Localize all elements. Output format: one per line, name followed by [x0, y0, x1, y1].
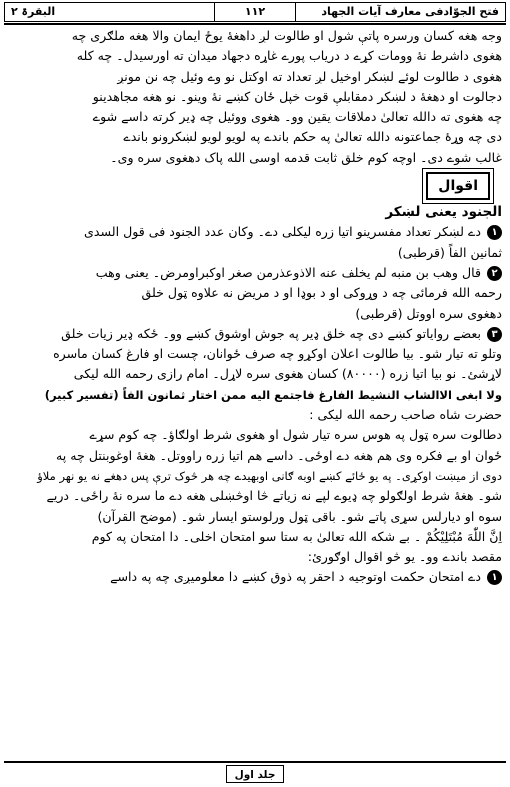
text-line: ولا ابغی الاالشاب النشیط الفارغ فاجتمع الیه ممن اختار ثمانون الفاً (تفسیر کبیر) — [44, 387, 502, 402]
section-intro: حضرت شاه صاحب رحمه الله لیکی : — [309, 407, 502, 423]
text-line: دے امتحان حکمت اوتوجیه د احقر په ذوق کښے دا معلومیږی چه په داسے — [110, 569, 481, 585]
volume-label: جلد اول — [226, 765, 284, 783]
aqwal-heading: اقوال — [426, 172, 490, 200]
item-number: ۲ — [487, 266, 502, 281]
final-item — [8, 567, 502, 587]
text-line: سوه او دیارلس سړی پاتے شو۔ باقی ټول ورلوستو ایسار شو۔ (موضح القرآن) — [97, 508, 502, 524]
chapter-label: البقرۃ ۲ — [11, 5, 56, 18]
text-line: دهغوی سره اووتل (قرطبی) — [355, 305, 502, 321]
paragraph-1 — [8, 26, 502, 168]
item-3 — [8, 324, 502, 405]
page-body — [8, 26, 502, 588]
text-line: هغوی د طالوت لوئے لښکر اوخیل لږ تعداد ته اوکتل نو وے وئیل چه نن مونږ — [117, 68, 502, 84]
text-line: مقصد باندے وو۔ یو څو اقوال اوګورئ: — [307, 549, 502, 565]
text-line: ځوان او بے فکره وی هم هغه دے اوځی۔ داسے هم اتیا زره راووتل۔ هغهٔ اوغوبنتل چه په — [56, 447, 502, 463]
item-number: ۳ — [487, 327, 502, 342]
text-line: چه هغوی ته دالله تعالیٰ دملاقات یقین وو۔ هغوی ووئیل چه ډیر کرته داسے شوے — [92, 109, 502, 125]
text-line: دے لښکر تعداد مفسرینو اتیا زره لیکلی دے۔ وکان عدد الجنود فی قول السدی — [84, 224, 481, 240]
text-line: وجه هغه کسان ورسره پاتې شول او طالوت لږ داهغهٔ یوځ ایمان والا هغه ملګری چه — [71, 28, 502, 43]
item-1 — [8, 222, 502, 263]
text-line: غالب شوے دی۔ اوچه کوم خلق ثابت قدمه اوسی الله پاک دهغوی سره وی۔ — [110, 149, 502, 165]
page-header — [4, 2, 506, 22]
item-number: ۱ — [487, 570, 502, 585]
header-rule — [4, 23, 506, 25]
junood-heading: الجنود یعنی لښکر — [385, 204, 502, 221]
text-line: هغوی داشرط نهٔ وومات کړے د دریاب پورے غاړه دجهاد میدان ته اورسیدل۔ چه کله — [76, 48, 502, 64]
text-line: لاړشئ۔ نو بیا اتیا زره (۸۰۰۰۰) کسان هغوی سره لاړل۔ امام رازی رحمه الله لیکی — [73, 366, 502, 382]
text-line: دجالوت او دهغهٔ د لښکر دمقابلې قوت خپل ځان کښے نهٔ وینو۔ نو هغه مجاهدینو — [92, 88, 502, 104]
text-line: وتلو ته تیار شو۔ بیا طالوت اعلان اوکړو چه صرف ځوانان، چست او فارغ کسان ماسره — [53, 346, 502, 362]
shah-sahib-section — [8, 405, 502, 527]
text-line: دوی از میښت اوکړی۔ په یو ځائے کښے اوبه ګانی اوبهیدے چه هر څوک ترې پس دهغے نه یو نهر ملاؤ — [37, 468, 502, 483]
text-line: بعضے روایاتو کښے دی چه خلق ډیر په جوش اوشوق کښے وو۔ ځکه ډیر زیات خلق — [61, 325, 481, 341]
item-2 — [8, 263, 502, 324]
page-number: ۱۱۲ — [214, 3, 296, 21]
text-line: رحمه الله فرمائی چه د وړوکی او د بوډا او د مریض نه علاوه ټول خلق — [141, 285, 502, 301]
text-line: قال وهب بن منبه لم یخلف عنه الاذوعذرمن صغر اوکبراومرض۔ یعنی وهب — [95, 264, 481, 280]
text-line: دی چه وړهٔ جماعتونه دالله تعالیٰ په حکم باندے په لویو لویو لښکرونو باندے — [123, 129, 502, 145]
text-line: دطالوت سره ټول په هوس سره تیار شول او هغوی شرط اولګاؤ۔ چه کوم سړے — [89, 427, 502, 443]
text-line: ثمانین الفاً (قرطبی) — [397, 244, 502, 260]
book-title: فتح الجوّادفی معارف آیات الجهاد — [321, 5, 499, 18]
text-line: اِنَّ اللّٰهَ مُبْتَلِيْكُمْ ۔ بے شکه الله تعالیٰ به ستا سو امتحان اخلی۔ دا امتحان په کوم — [91, 528, 502, 544]
footer-rule — [4, 761, 506, 763]
aqwal-heading-row — [8, 168, 502, 202]
quote-section — [8, 527, 502, 568]
text-line: شو۔ هغهٔ شرط اولګولو چه ډیوے لپے نه زیاتے څا اوڅښلی هغه دے ما سره نهٔ راځی۔ دریے — [46, 488, 502, 504]
item-number: ۱ — [487, 225, 502, 240]
